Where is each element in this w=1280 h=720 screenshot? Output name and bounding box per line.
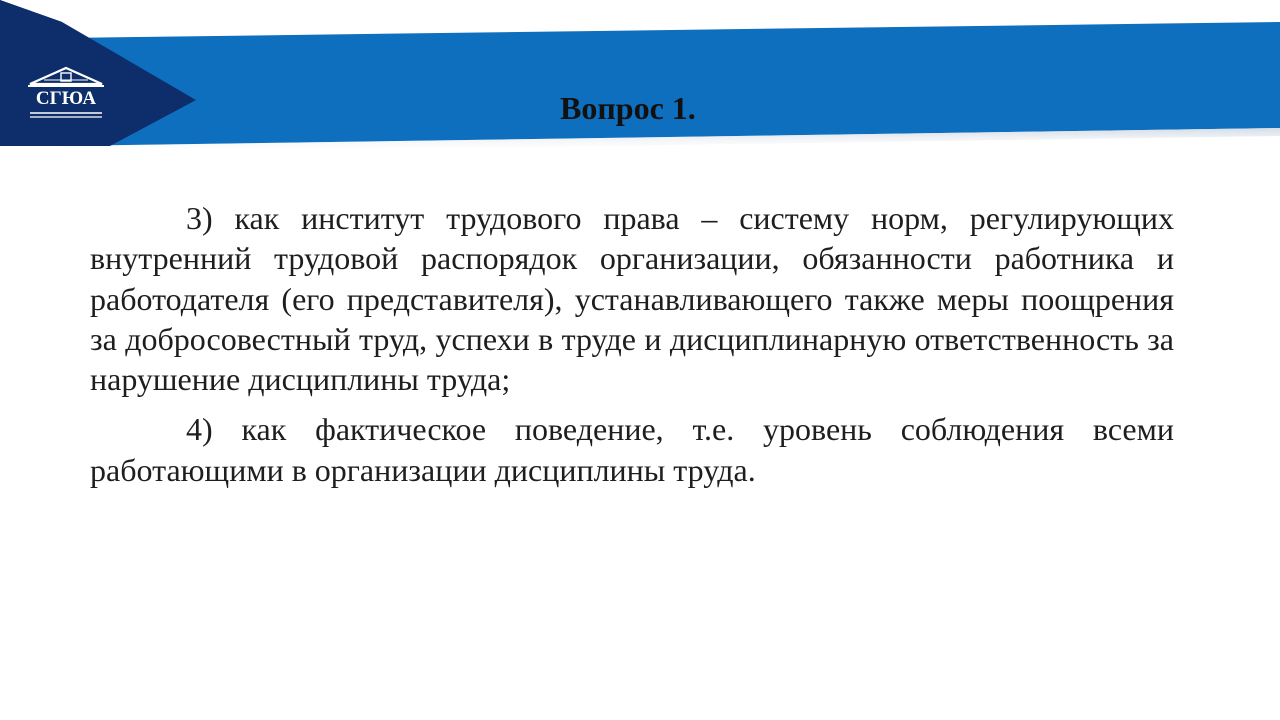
building-pediment-icon (26, 62, 106, 88)
slide-title: Вопрос 1. (560, 90, 696, 126)
university-logo (26, 62, 106, 118)
paragraph-item-3: 3) как институт трудового права – систему норм, регулирующих внутренний трудовой распорядок организации, обязанности работника и работодателя (его представителя), устанавливающего также меры поощрения за добросовестный труд, успехи в труде и дисциплинарную ответственность за нарушение дисциплины труда; (90, 200, 1174, 398)
slide-body (90, 198, 1174, 500)
logo-base-lines (26, 111, 106, 119)
paragraph-item-4: 4) как фактическое поведение, т.е. уровень соблюдения всеми работающими в организации дисциплины труда. (90, 411, 1174, 488)
logo-text: СГЮА (35, 88, 97, 109)
